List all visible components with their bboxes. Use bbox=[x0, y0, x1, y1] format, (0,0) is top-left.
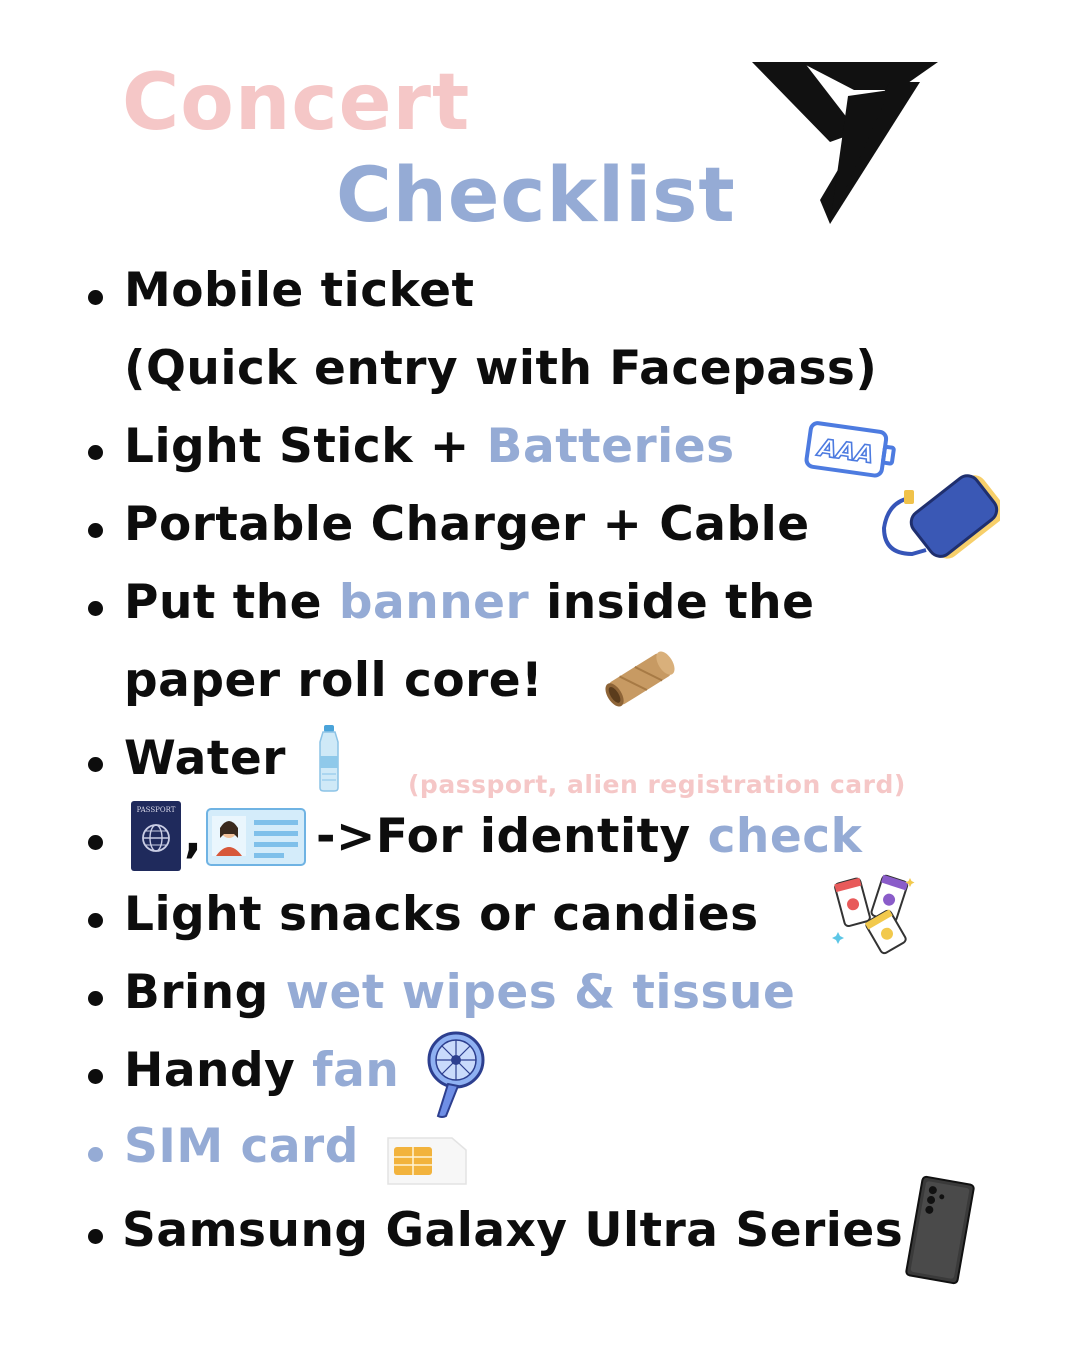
item-light-stick bbox=[124, 417, 735, 477]
item-text: Light snacks or candies bbox=[124, 887, 759, 942]
id-card-icon bbox=[206, 808, 306, 866]
item-samsung-galaxy bbox=[122, 1201, 903, 1261]
item-mobile-ticket-note bbox=[124, 339, 877, 399]
item-text: Samsung Galaxy Ultra Series bbox=[122, 1203, 904, 1258]
item-banner bbox=[124, 573, 814, 633]
item-snacks bbox=[124, 885, 759, 945]
item-highlight: fan bbox=[312, 1043, 400, 1098]
comma bbox=[184, 807, 202, 867]
bullet bbox=[88, 1069, 103, 1084]
identity-note: (passport, alien registration card) bbox=[408, 770, 906, 799]
bullet bbox=[88, 290, 103, 305]
item-text: SIM card bbox=[124, 1119, 359, 1174]
item-text: Mobile ticket bbox=[124, 263, 475, 318]
bullet bbox=[88, 523, 103, 538]
item-highlight: wet wipes & tissue bbox=[285, 965, 796, 1020]
bullet bbox=[88, 835, 103, 850]
sim-card-icon bbox=[386, 1136, 468, 1186]
item-water bbox=[124, 729, 286, 789]
water-bottle-icon bbox=[314, 724, 344, 792]
item-text: Water bbox=[124, 731, 286, 786]
title-line-2: Checklist bbox=[336, 150, 736, 239]
bullet bbox=[88, 913, 103, 928]
passport-icon bbox=[130, 800, 182, 872]
power-bank-icon bbox=[878, 468, 1000, 562]
item-text: , bbox=[184, 809, 203, 864]
item-text: Bring bbox=[124, 965, 286, 1020]
handy-fan-icon bbox=[424, 1030, 486, 1120]
item-text: Portable Charger + Cable bbox=[124, 497, 810, 552]
bullet bbox=[88, 601, 103, 616]
item-text: Handy bbox=[124, 1043, 313, 1098]
item-portable-charger bbox=[124, 495, 810, 555]
bullet bbox=[88, 991, 103, 1006]
item-highlight: check bbox=[707, 809, 863, 864]
snacks-icon bbox=[832, 872, 918, 956]
bullet bbox=[88, 445, 103, 460]
item-handy-fan bbox=[124, 1041, 399, 1101]
bullet bbox=[88, 1147, 103, 1162]
item-sim-card bbox=[124, 1117, 359, 1177]
item-text: (Quick entry with Facepass) bbox=[124, 341, 878, 396]
svg-text:AAA: AAA bbox=[816, 433, 876, 470]
svg-text:PASSPORT: PASSPORT bbox=[136, 806, 176, 814]
item-identity bbox=[316, 807, 862, 867]
bullet bbox=[88, 1229, 103, 1244]
item-text: Put the bbox=[124, 575, 339, 630]
item-text: Light Stick + bbox=[124, 419, 487, 474]
title-line-1: Concert bbox=[122, 58, 471, 148]
phone-icon bbox=[900, 1174, 980, 1286]
item-wet-wipes bbox=[124, 963, 795, 1023]
item-text: inside the bbox=[529, 575, 815, 630]
item-highlight: Batteries bbox=[486, 419, 735, 474]
item-text: ->For identity bbox=[316, 809, 708, 864]
bullet bbox=[88, 757, 103, 772]
item-mobile-ticket bbox=[124, 261, 474, 321]
item-banner-line2 bbox=[124, 651, 543, 711]
item-highlight: banner bbox=[338, 575, 530, 630]
paper-roll-icon bbox=[600, 648, 680, 710]
item-text: paper roll core! bbox=[124, 653, 544, 708]
